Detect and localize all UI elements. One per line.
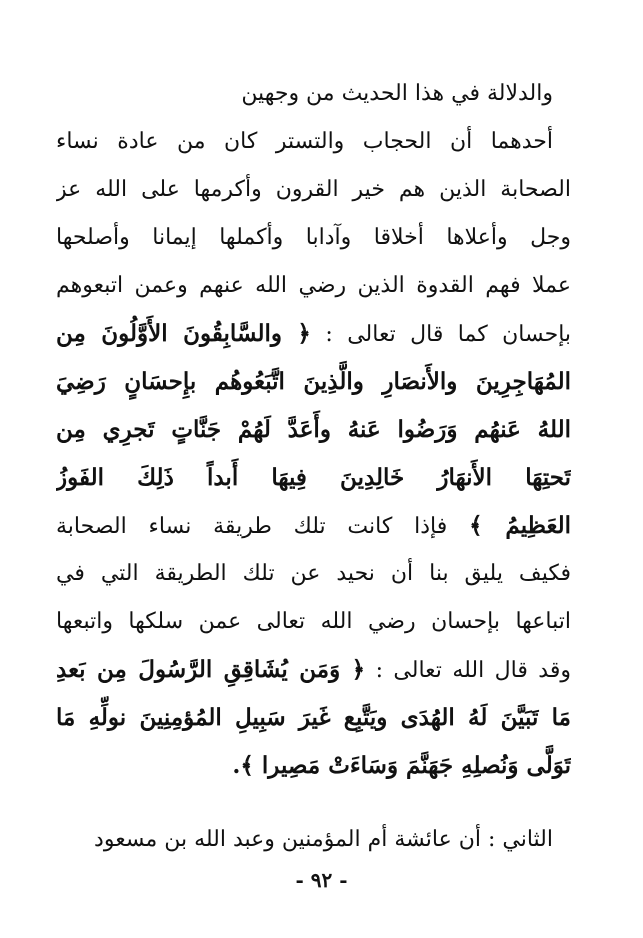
text-line	[56, 502, 571, 550]
text-segment: فإذا كانت تلك طريقة نساء الصحابة	[56, 514, 448, 539]
paragraph-gap	[56, 790, 571, 816]
text-line	[56, 310, 571, 358]
text-line: فكيف يليق بنا أن نحيد عن تلك الطريقة التي في	[56, 561, 571, 586]
text-line: اتباعها بإحسان رضي الله تعالى عمن سلكها واتبعها	[56, 609, 571, 634]
page-body	[56, 70, 571, 864]
text-segment: وقد قال الله تعالى :	[375, 658, 571, 683]
text-line	[56, 646, 571, 694]
quran-verse-line: تَوَلَّى وَنُصلِهِ جَهَنَّمَ وَسَاءَتْ مَصِيرا ﴾.	[232, 752, 571, 779]
text-line: الصحابة الذين هم خير القرون وأكرمها على الله عز	[56, 177, 571, 202]
quran-verse-line: اللهُ عَنهُم وَرَضُوا عَنهُ وأَعَدَّ لَهُمْ جَنَّاتٍ تَجرِي مِن	[56, 416, 571, 443]
text-line: وجل وأعلاها أخلاقا وآدابا وأكملها إيمانا وأصلحها	[56, 225, 571, 250]
quran-verse-line: تَحتِهَا الأَنهَارُ خَالِدِينَ فِيهَا أَبداً ذَلِكَ الفَوزُ	[56, 464, 571, 491]
quran-verse-line: المُهَاجِرِينَ والأَنصَارِ والَّذِينَ اتَّبَعُوهُم بإِحسَانٍ رَضِيَ	[56, 368, 571, 395]
text-line: عملا فهم القدوة الذين رضي الله عنهم وعمن اتبعوهم	[56, 273, 571, 298]
text-line: أحدهما أن الحجاب والتستر كان من عادة نساء	[56, 129, 553, 154]
text-segment: بإحسان كما قال تعالى :	[325, 322, 571, 347]
quran-verse: ﴿ وَمَن يُشَاقِقِ الرَّسُولَ مِن بَعدِ	[56, 656, 366, 683]
quran-verse-line: مَا تَبَيَّنَ لَهُ الهُدَى ويَتَّبِع غَيرَ سَبِيلِ المُؤمِنِينَ نولِّهِ مَا	[56, 704, 571, 731]
quran-verse: ﴿ والسَّابِقُونَ الأَوَّلُونَ مِن	[56, 320, 311, 347]
text-line: الثاني : أن عائشة أم المؤمنين وعبد الله بن مسعود	[94, 827, 553, 852]
section-heading: والدلالة في هذا الحديث من وجهين	[241, 81, 553, 106]
quran-verse: العَظِيمُ ﴾	[469, 512, 571, 539]
page-number: - ٩٢ -	[295, 868, 348, 892]
